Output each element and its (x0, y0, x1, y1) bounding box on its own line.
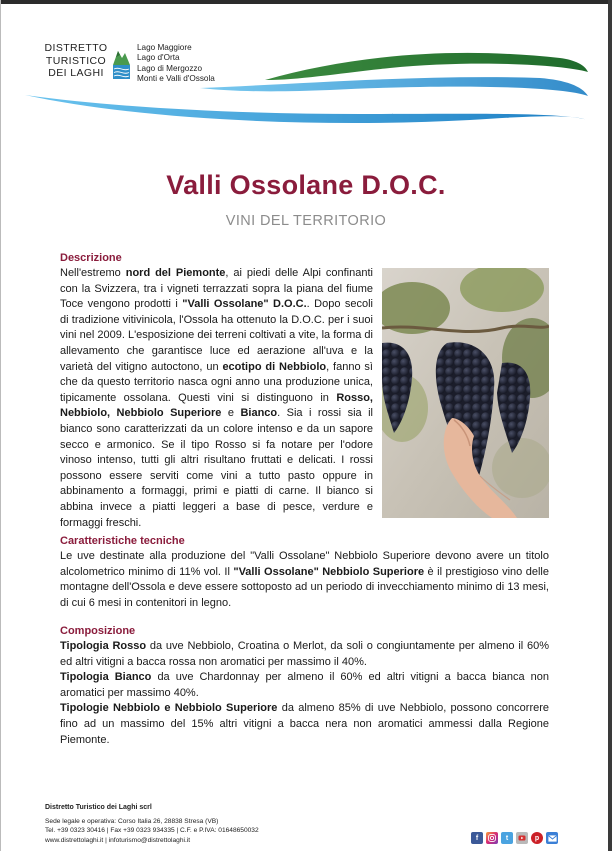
footer-address: Sede legale e operativa: Corso Italia 26, 28838 Stresa (VB) (45, 817, 219, 825)
item-text: da uve Nebbiolo, Croatina o Merlot, da soli o congiuntamente per almeno il 60% ed altri vitigni a bacca rossa non aromatici per massimo il 40%. (60, 640, 550, 668)
text-run: e (221, 407, 241, 420)
footer-company-name: Distretto Turistico dei Laghi scrl (45, 804, 152, 811)
text-run: Le uve destinate alla produzione del "Valli Ossolane" Nebbiolo Superiore devono avere un titolo alcolometrico minimo di 11% vol. Il (60, 550, 549, 578)
instagram-icon[interactable] (486, 832, 498, 844)
composizione-list (60, 639, 549, 748)
page-subtitle: VINI DEL TERRITORIO (225, 213, 387, 229)
lake-name: Monti e Valli d'Ossola (137, 73, 215, 83)
descrizione-paragraph (60, 266, 373, 531)
composizione-item (60, 639, 549, 670)
bold-run: "Valli Ossolane" Nebbiolo Superiore (233, 565, 425, 578)
bold-run: Bianco (240, 407, 278, 420)
lake-name: Lago di Mergozzo (137, 63, 203, 73)
section-heading-caratteristiche: Caratteristiche tecniche (60, 535, 185, 547)
bold-run: Rosso, Nebbiolo, Nebbiolo Superiore (60, 391, 373, 420)
caratteristiche-paragraph (60, 549, 549, 611)
twitter-icon[interactable]: t (501, 832, 513, 844)
bold-run: nord del Piemonte (125, 267, 226, 279)
section-heading-composizione: Composizione (60, 625, 136, 637)
text-run: . Sia i rossi sia il bianco sono caratterizzati da un colore intenso e da un sapore secco e armonico. Se il tipo Rosso si fa notare per l'odore vinoso intenso, tutti gli altri risultano fruttati e delicati. I rossi possono essere serviti come vini a tutto pasto oppure in abbinamento a formaggi, primi e piatti di carne. Il bianco si abbina invece a piatti leggeri a base di pesce, verdure e formaggi freschi. (60, 407, 373, 529)
composizione-item (60, 670, 549, 701)
composizione-item (60, 701, 549, 748)
page-title: Valli Ossolane D.O.C. (166, 170, 446, 200)
item-label: Tipologia Bianco (60, 671, 152, 684)
logo-line: DISTRETTO (44, 42, 108, 54)
header-wave-decoration (0, 28, 612, 138)
facebook-icon[interactable]: f (471, 832, 483, 844)
lake-name: Lago Maggiore (137, 43, 192, 52)
bold-run: "Valli Ossolane" D.O.C. (182, 298, 307, 311)
section-heading-descrizione: Descrizione (60, 252, 122, 264)
pinterest-icon[interactable]: p (531, 832, 543, 844)
item-label: Tipologia Rosso (60, 640, 147, 652)
logo-line: DEI LAGHI (48, 67, 104, 79)
page-top-border (0, 0, 612, 4)
item-text: da uve Chardonnay per almeno il 60% ed altri vitigni a bacca bianca non aromatici per massimo 40%. (60, 671, 550, 699)
footer-contacts: Tel. +39 0323 30416 | Fax +39 0323 934335 | C.F. e P.IVA: 01648650032 (45, 827, 259, 835)
footer-web[interactable]: www.distrettolaghi.it | infoturismo@distrettolaghi.it (45, 836, 191, 844)
logo-line: TURISTICO (45, 54, 107, 67)
text-run: Nell'estremo (60, 267, 126, 279)
item-label: Tipologie Nebbiolo e Nebbiolo Superiore (60, 702, 278, 715)
text-run: è il prestigioso vino delle montagne dell'Ossola e deve essere sottoposto ad un periodo di invecchiamento minimo di 13 mesi, di cui 6 mesi in contenitori in legno. (60, 565, 549, 609)
footer (45, 803, 259, 845)
item-text: da almeno 85% di uve Nebbiolo, possono concorrere fino ad un massimo del 15% altri vitigni a bacca nera non aromatici ammessi dalla Regione Piemonte. (60, 702, 550, 746)
email-icon[interactable] (546, 832, 558, 844)
youtube-icon[interactable] (516, 832, 528, 844)
text-run: . Dopo secoli di tradizione vitivinicola, l'Ossola ha ottenuto la D.O.C. per i suoi vini nel 2009. L'esposizione dei terreni coltivati a vite, la forma di allevamento che garantisce luce ed aerazione all'uva e la varietà del vitigno autoctono, un (60, 298, 373, 373)
grape-harvest-photo (382, 268, 549, 518)
text-run: , fanno sì che da questo territorio nasca ogni anno una produzione unica, tipicamente ossolana. Questi vini si distinguono in (60, 360, 373, 404)
lake-name: Lago d'Orta (137, 53, 180, 63)
text-run: , ai piedi delle Alpi confinanti con la Svizzera, tra i vigneti terrazzati sopra la piana del fiume Toce vengono prodotti i (60, 267, 373, 311)
social-icons (471, 832, 558, 844)
bold-run: ecotipo di Nebbiolo (222, 360, 327, 373)
